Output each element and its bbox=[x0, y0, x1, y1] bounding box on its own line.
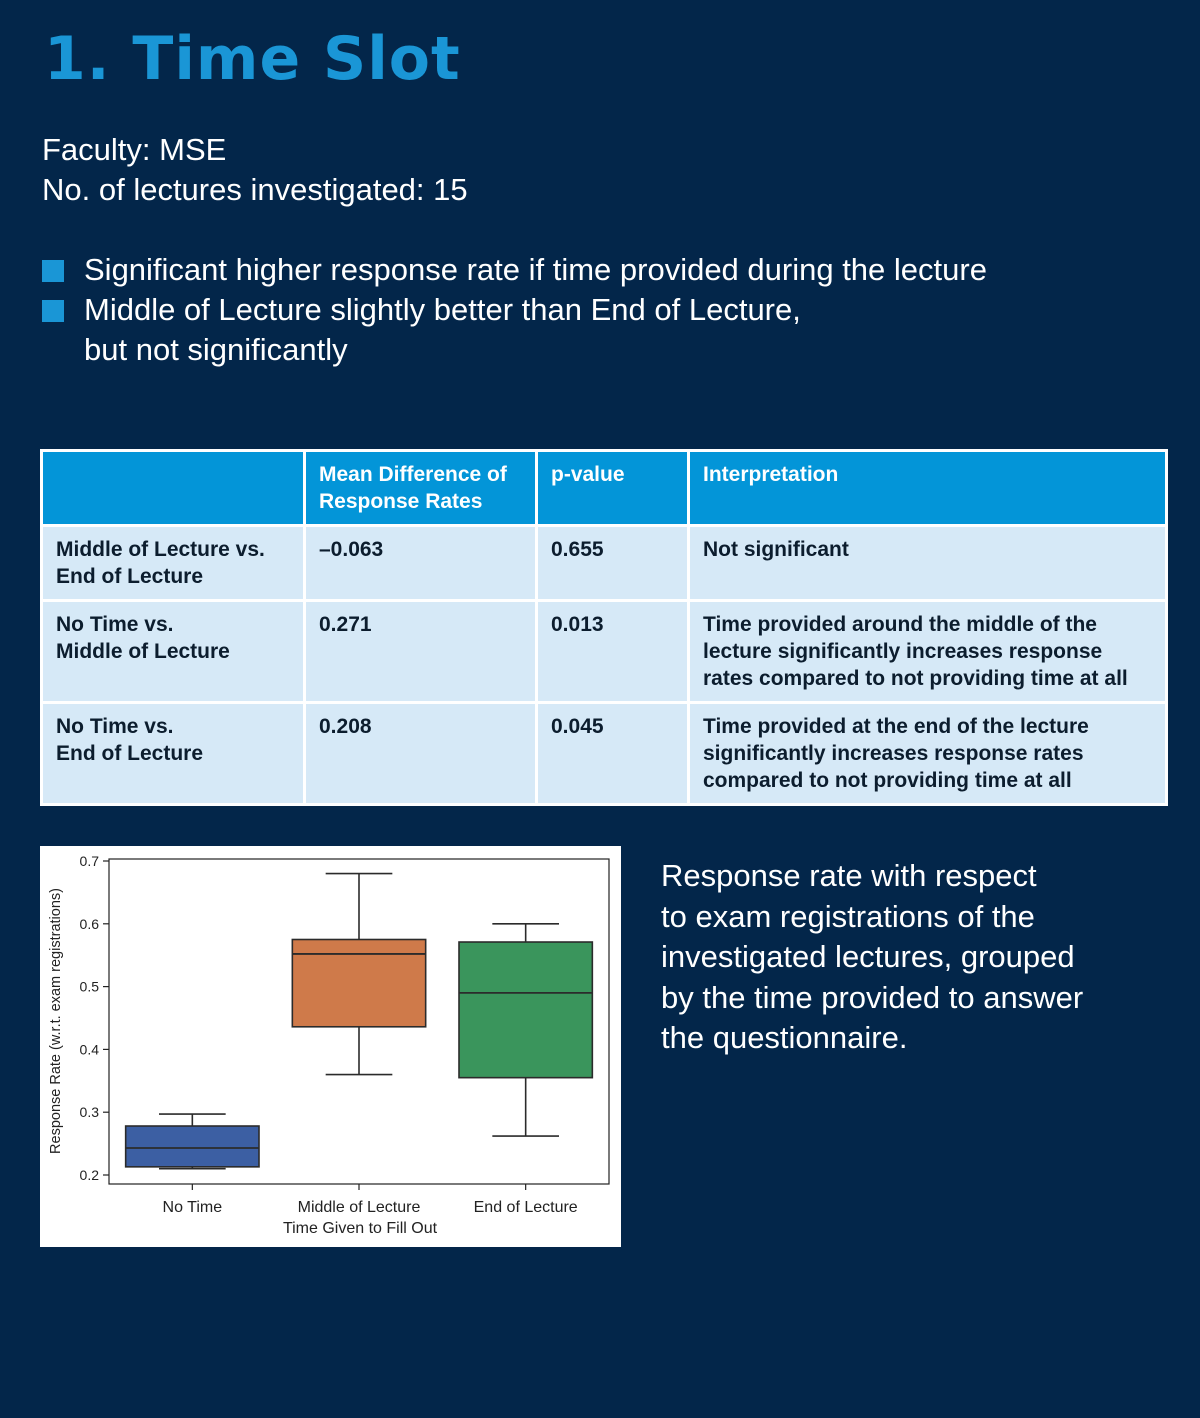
table-header-row bbox=[42, 451, 1167, 526]
boxplot-chart-panel bbox=[40, 846, 621, 1247]
interpretation-cell: Not significant bbox=[689, 526, 1167, 601]
header-cell-mean-difference: Mean Difference of Response Rates bbox=[305, 451, 537, 526]
comparison-cell: No Time vs. Middle of Lecture bbox=[42, 601, 305, 703]
header-cell-p-value: p-value bbox=[537, 451, 689, 526]
header-cell-comparison bbox=[42, 451, 305, 526]
box-body bbox=[126, 1126, 259, 1167]
y-tick-label: 0.2 bbox=[79, 1167, 99, 1183]
lecture-count-line: No. of lectures investigated: 15 bbox=[42, 172, 468, 207]
list-item bbox=[42, 290, 1182, 370]
header-cell-interpretation: Interpretation bbox=[689, 451, 1167, 526]
chart-caption: Response rate with respect to exam registrations of the investigated lectures, grouped by the time provided to answer the questionnaire. bbox=[661, 858, 1084, 1055]
square-bullet-icon bbox=[42, 260, 64, 282]
p-value-cell: 0.045 bbox=[537, 703, 689, 805]
table-row bbox=[42, 526, 1167, 601]
faculty-line: Faculty: MSE bbox=[42, 132, 227, 167]
key-findings-list bbox=[42, 250, 1182, 370]
results-table bbox=[40, 449, 1168, 806]
x-tick-label: End of Lecture bbox=[473, 1199, 578, 1216]
page-title: 1. Time Slot bbox=[44, 24, 461, 94]
comparison-cell: No Time vs. End of Lecture bbox=[42, 703, 305, 805]
mean-difference-cell: 0.208 bbox=[305, 703, 537, 805]
comparison-cell: Middle of Lecture vs. End of Lecture bbox=[42, 526, 305, 601]
meta-info bbox=[42, 130, 468, 210]
box-body bbox=[459, 942, 592, 1078]
y-tick-label: 0.4 bbox=[79, 1041, 99, 1058]
x-axis-label: Time Given to Fill Out bbox=[282, 1220, 438, 1237]
p-value-cell: 0.013 bbox=[537, 601, 689, 703]
boxplot-chart bbox=[40, 846, 621, 1247]
mean-difference-cell: 0.271 bbox=[305, 601, 537, 703]
finding-text: Middle of Lecture slightly better than End of Lecture, but not significantly bbox=[84, 292, 801, 367]
box-body bbox=[292, 940, 425, 1027]
mean-difference-cell: –0.063 bbox=[305, 526, 537, 601]
x-tick-label: Middle of Lecture bbox=[297, 1199, 421, 1216]
y-tick-label: 0.6 bbox=[79, 915, 99, 932]
finding-text: Significant higher response rate if time provided during the lecture bbox=[84, 252, 987, 287]
square-bullet-icon bbox=[42, 300, 64, 322]
y-axis-label: Response Rate (w.r.t. exam registrations) bbox=[48, 888, 64, 1154]
y-tick-label: 0.7 bbox=[79, 853, 99, 869]
list-item bbox=[42, 250, 1182, 290]
p-value-cell: 0.655 bbox=[537, 526, 689, 601]
interpretation-cell: Time provided at the end of the lecture significantly increases response rates compared to not providing time at all bbox=[689, 703, 1167, 805]
table-row bbox=[42, 703, 1167, 805]
table-row bbox=[42, 601, 1167, 703]
x-tick-label: No Time bbox=[162, 1199, 223, 1216]
y-tick-label: 0.5 bbox=[79, 978, 99, 995]
interpretation-cell: Time provided around the middle of the lecture significantly increases response rates compared to not providing time at all bbox=[689, 601, 1167, 703]
y-tick-label: 0.3 bbox=[79, 1104, 99, 1121]
